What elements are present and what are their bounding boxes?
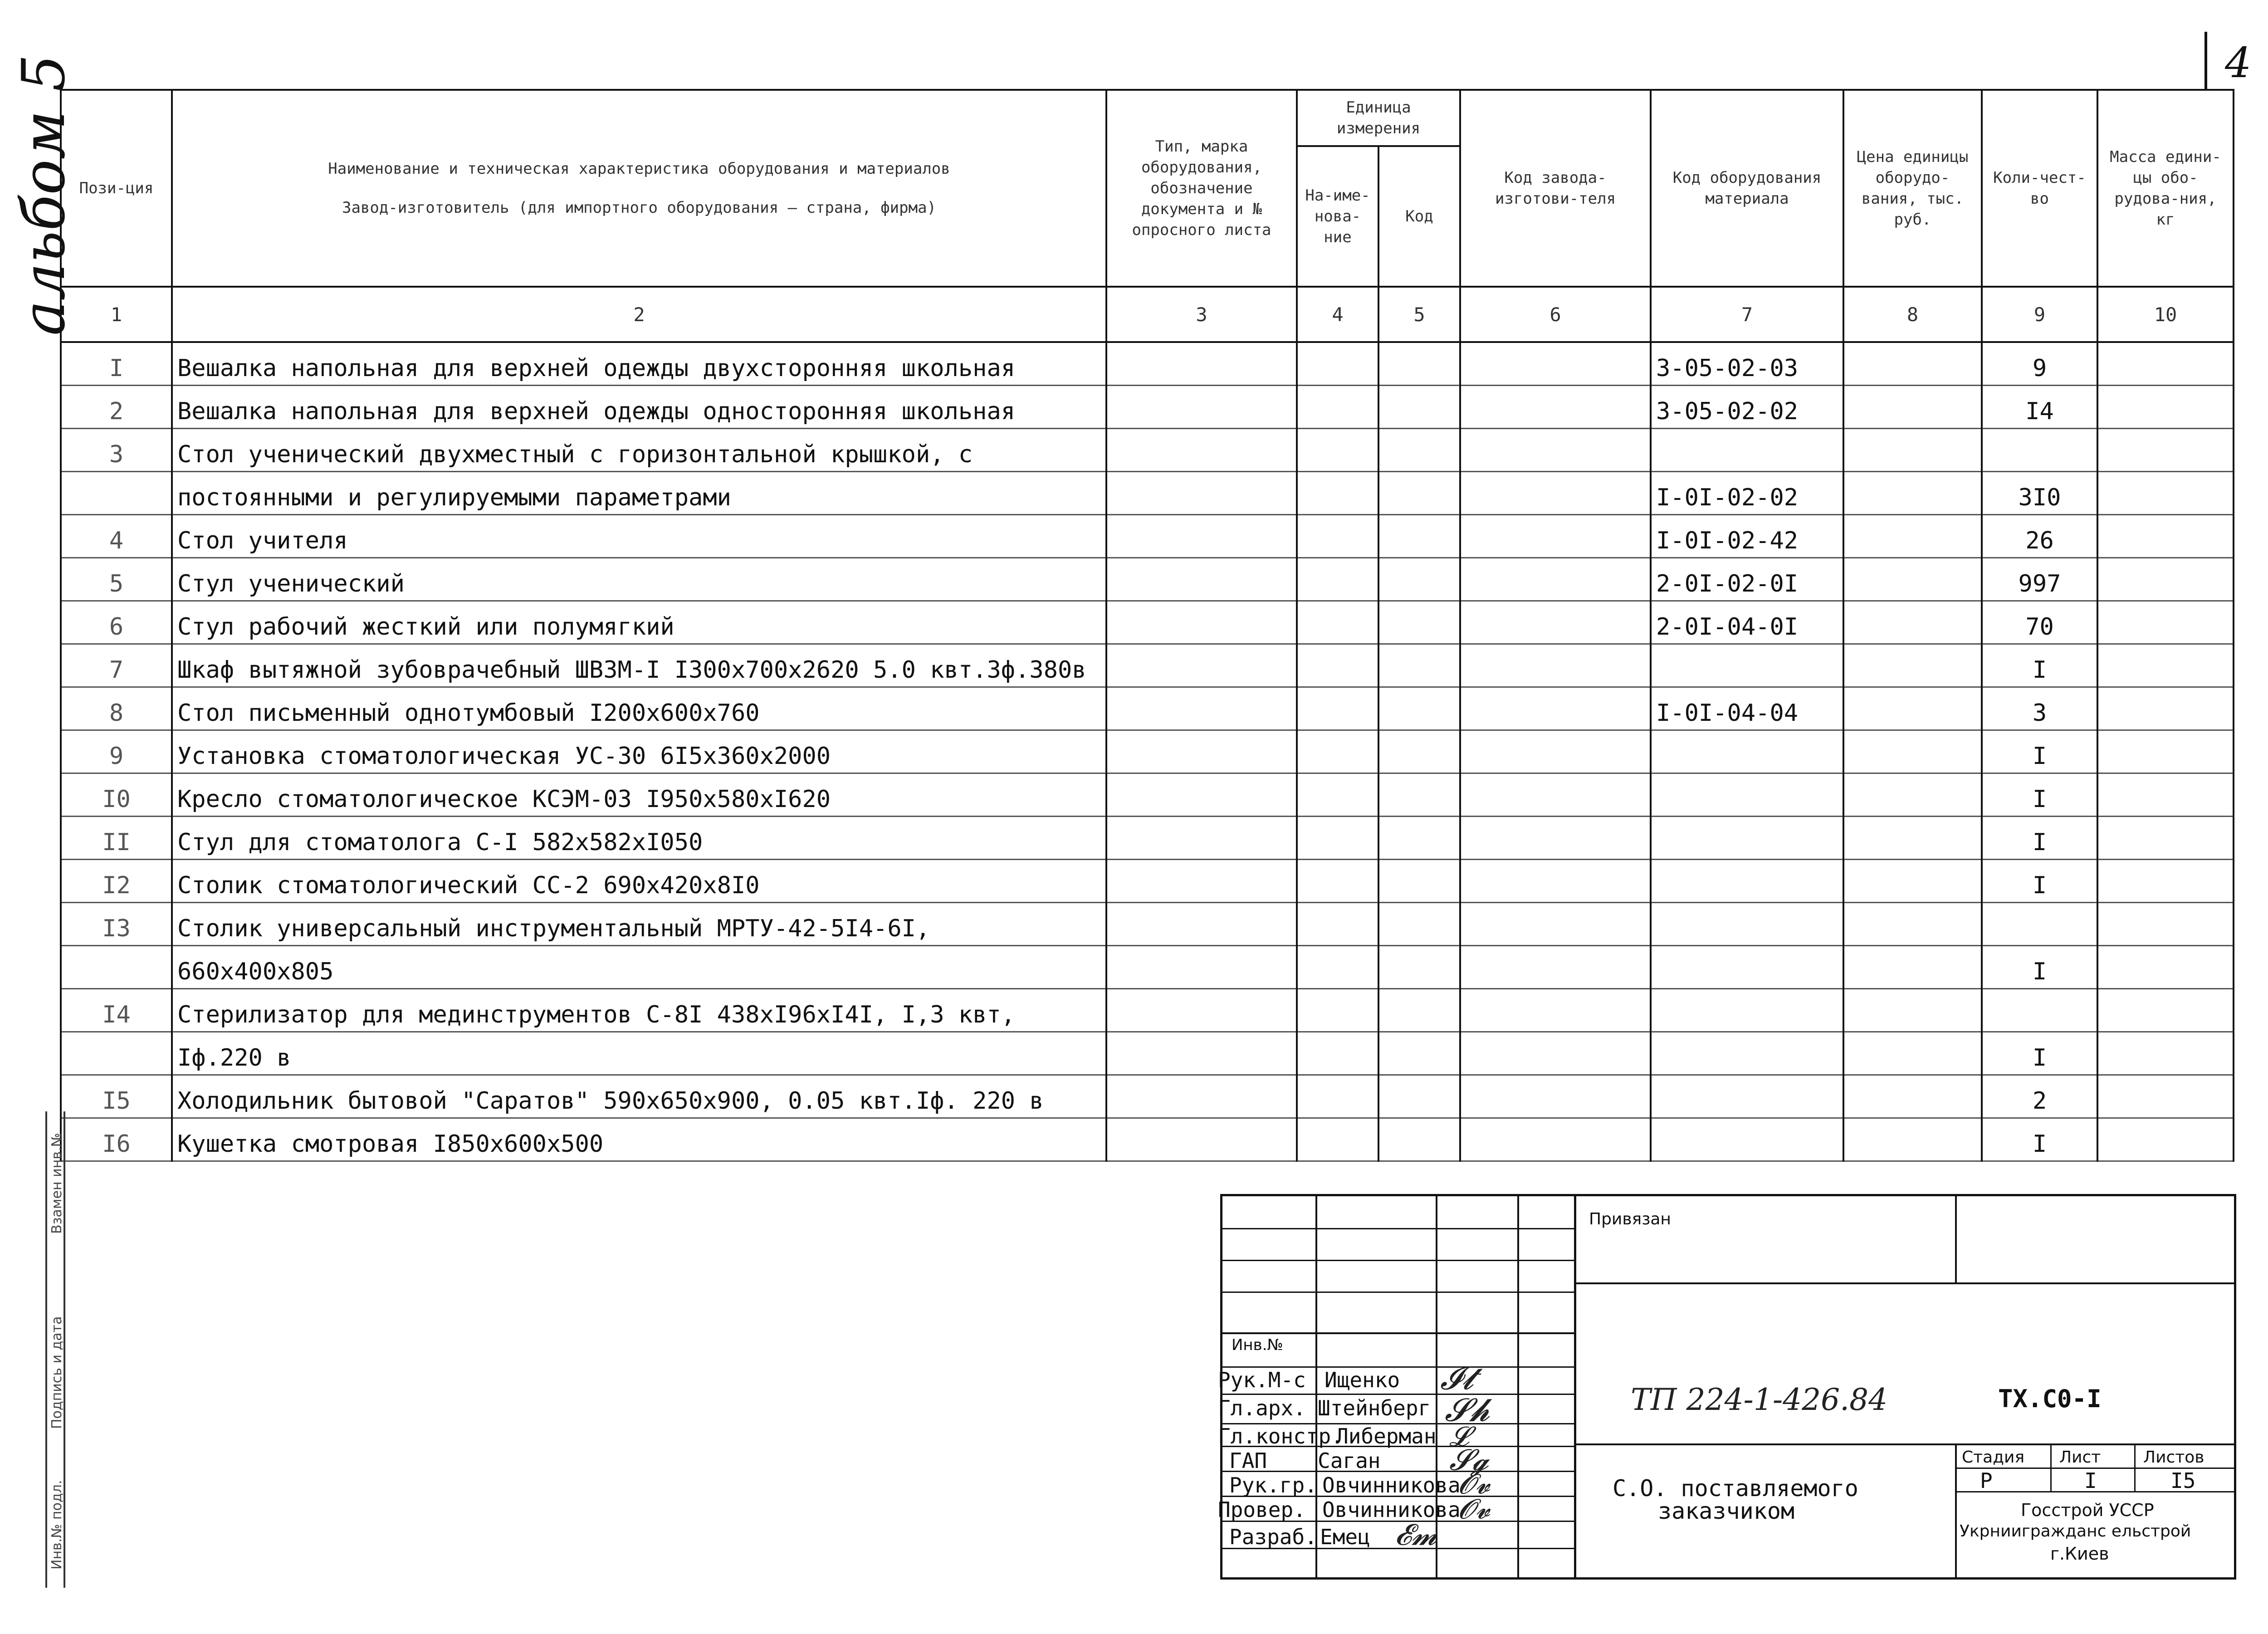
header-name-line2: Завод-изготовитель (для импортного оборудования – страна, фирма) [342,199,937,217]
table-row [61,687,2234,730]
org-line1: Госстрой УССР [2021,1500,2154,1520]
unit-code-cell [1378,903,1460,946]
signature-7: 𝓔𝓶 [1395,1518,1437,1552]
factory-code-cell [1460,989,1651,1032]
staff-name-4: Саган [1318,1448,1381,1473]
unit-code-cell [1378,601,1460,644]
page-number: 4 [2225,39,2252,87]
mass-cell [2097,429,2234,472]
table-row [61,1075,2234,1118]
quantity-cell: I [1982,730,2097,773]
unit-code-cell [1378,773,1460,817]
name-cell: Установка стоматологическая УС-30 6I5x360x2000 [172,730,1106,773]
unit-code-cell [1378,558,1460,601]
factory-code-cell [1460,472,1651,515]
unit-code-cell [1378,472,1460,515]
price-cell [1843,817,1982,860]
column-number-2: 2 [172,287,1106,342]
left-label-inv: Инв.№ подл. [49,1480,65,1570]
quantity-cell [1982,903,2097,946]
name-cell: Стул рабочий жесткий или полумягкий [172,601,1106,644]
name-cell: Кресло стоматологическое КСЭМ-03 I950x580xI620 [172,773,1106,817]
title-block [1220,1194,2236,1580]
position-cell [61,1032,172,1075]
position-cell: 2 [61,386,172,429]
signature-1: 𝓘𝓽 [1440,1360,1474,1397]
factory-code-cell [1460,429,1651,472]
type-cell [1106,1118,1297,1161]
price-cell [1843,1032,1982,1075]
doc-title-line2: заказчиком [1658,1498,1795,1524]
type-cell [1106,860,1297,903]
column-number-4: 4 [1297,287,1378,342]
equipment-code-cell [1651,730,1843,773]
unit-name-cell [1297,730,1378,773]
quantity-cell: 3 [1982,687,2097,730]
table-row [61,644,2234,687]
type-cell [1106,989,1297,1032]
position-cell: I2 [61,860,172,903]
equipment-code-cell [1651,429,1843,472]
name-cell: постоянными и регулируемыми параметрами [172,472,1106,515]
unit-code-cell [1378,1075,1460,1118]
position-cell: 3 [61,429,172,472]
table-row [61,472,2234,515]
factory-code-cell [1460,558,1651,601]
type-cell [1106,903,1297,946]
quantity-cell: I4 [1982,386,2097,429]
price-cell [1843,1075,1982,1118]
unit-name-cell [1297,601,1378,644]
equipment-code-cell [1651,860,1843,903]
name-cell: Стул для стоматолога С-I 582x582xI050 [172,817,1106,860]
price-cell [1843,860,1982,903]
quantity-cell: I [1982,946,2097,989]
mass-cell [2097,342,2234,386]
price-cell [1843,903,1982,946]
stage-label: Стадия [1962,1448,2025,1467]
equipment-code-cell: I-0I-02-42 [1651,515,1843,558]
price-cell [1843,342,1982,386]
factory-code-cell [1460,773,1651,817]
quantity-cell: 3I0 [1982,472,2097,515]
quantity-cell: 2 [1982,1075,2097,1118]
staff-role-3: Гл.констр. [1218,1424,1344,1448]
factory-code-cell [1460,903,1651,946]
unit-name-cell [1297,946,1378,989]
name-cell: Вешалка напольная для верхней одежды односторонняя школьная [172,386,1106,429]
equipment-code-cell [1651,1075,1843,1118]
staff-role-7: Разраб. [1229,1525,1317,1549]
column-number-3: 3 [1106,287,1297,342]
mass-cell [2097,903,2234,946]
equipment-code-cell [1651,903,1843,946]
factory-code-cell [1460,730,1651,773]
type-cell [1106,472,1297,515]
staff-name-2: Штейнберг [1318,1396,1431,1420]
equipment-code-cell [1651,644,1843,687]
name-cell: Стерилизатор для мединструментов С-8I 438xI96xI4I, I,3 квт, [172,989,1106,1032]
unit-code-cell [1378,644,1460,687]
header-mass: Масса едини-цы обо-рудова-ния, кг [2097,90,2234,287]
price-cell [1843,687,1982,730]
equipment-code-cell [1651,1118,1843,1161]
org-line2: Укрниигражданс ельстрой [1960,1522,2191,1541]
position-cell: 6 [61,601,172,644]
type-cell [1106,558,1297,601]
type-cell [1106,946,1297,989]
type-cell [1106,342,1297,386]
doc-title-line1: С.О. поставляемого [1613,1475,1858,1502]
price-cell [1843,515,1982,558]
mass-cell [2097,1075,2234,1118]
staff-role-1: Рук.М-с [1218,1368,1306,1392]
position-cell: I0 [61,773,172,817]
staff-name-3: Либерман [1336,1424,1437,1448]
mass-cell [2097,773,2234,817]
name-cell: Шкаф вытяжной зубоврачебный ШВЗМ-I I300x700x2620 5.0 квт.3ф.380в [172,644,1106,687]
unit-name-cell [1297,515,1378,558]
type-cell [1106,515,1297,558]
price-cell [1843,644,1982,687]
header-unit: Единица измерения [1297,90,1460,146]
price-cell [1843,558,1982,601]
name-cell: Кушетка смотровая I850x600x500 [172,1118,1106,1161]
position-cell [61,946,172,989]
table-body [61,342,2234,1161]
unit-code-cell [1378,687,1460,730]
equipment-code-cell [1651,1032,1843,1075]
unit-name-cell [1297,687,1378,730]
type-cell [1106,730,1297,773]
header-price: Цена единицы оборудо-вания, тыс. руб. [1843,90,1982,287]
column-number-10: 10 [2097,287,2234,342]
position-cell: I6 [61,1118,172,1161]
price-cell [1843,773,1982,817]
unit-code-cell [1378,946,1460,989]
price-cell [1843,472,1982,515]
signature-3: 𝓛 [1449,1421,1469,1453]
price-cell [1843,989,1982,1032]
table-row [61,946,2234,989]
column-number-8: 8 [1843,287,1982,342]
name-cell: Столик универсальный инструментальный МРТУ-42-5I4-6I, [172,903,1106,946]
table-row [61,1118,2234,1161]
unit-code-cell [1378,989,1460,1032]
mass-cell [2097,558,2234,601]
mass-cell [2097,515,2234,558]
table-row [61,817,2234,860]
unit-name-cell [1297,1075,1378,1118]
header-unit-code: Код [1378,146,1460,287]
equipment-code-cell: 2-0I-02-0I [1651,558,1843,601]
unit-name-cell [1297,644,1378,687]
quantity-cell: I [1982,860,2097,903]
table-row [61,989,2234,1032]
mass-cell [2097,1032,2234,1075]
type-cell [1106,429,1297,472]
signature-2: 𝓢𝓱 [1445,1391,1490,1429]
quantity-cell: 26 [1982,515,2097,558]
left-label-signature: Подпись и дата [49,1316,65,1429]
table-row [61,730,2234,773]
staff-name-1: Ищенко [1325,1368,1400,1392]
position-cell [61,472,172,515]
mass-cell [2097,472,2234,515]
unit-code-cell [1378,342,1460,386]
staff-name-7: Емец [1320,1525,1370,1549]
stage-value: Р [1980,1468,1993,1493]
name-cell: Стол учителя [172,515,1106,558]
mass-cell [2097,386,2234,429]
position-cell: 9 [61,730,172,773]
factory-code-cell [1460,601,1651,644]
inv-label: Инв.№ [1232,1336,1283,1354]
mass-cell [2097,644,2234,687]
price-cell [1843,429,1982,472]
position-cell: I3 [61,903,172,946]
header-name-line1: Наименование и техническая характеристика оборудования и материалов [328,160,950,178]
table-row [61,1032,2234,1075]
header-position: Пози-ция [61,90,172,287]
mass-cell [2097,687,2234,730]
equipment-code-cell [1651,989,1843,1032]
signature-5: 𝓞𝓿 [1458,1468,1491,1500]
mass-cell [2097,601,2234,644]
factory-code-cell [1460,817,1651,860]
unit-code-cell [1378,386,1460,429]
header-name [172,90,1106,287]
price-cell [1843,601,1982,644]
unit-name-cell [1297,558,1378,601]
unit-name-cell [1297,1032,1378,1075]
table-row [61,515,2234,558]
quantity-cell: I [1982,1032,2097,1075]
name-cell: Iф.220 в [172,1032,1106,1075]
position-cell: I [61,342,172,386]
type-cell [1106,386,1297,429]
factory-code-cell [1460,515,1651,558]
factory-code-cell [1460,1032,1651,1075]
staff-role-4: ГАП [1229,1448,1267,1473]
sheet-code: ТХ.С0-I [1998,1384,2102,1413]
unit-code-cell [1378,860,1460,903]
mass-cell [2097,817,2234,860]
mass-cell [2097,860,2234,903]
unit-code-cell [1378,1032,1460,1075]
factory-code-cell [1460,1118,1651,1161]
equipment-code-cell: 3-05-02-02 [1651,386,1843,429]
sheets-label: Листов [2143,1448,2204,1467]
unit-name-cell [1297,429,1378,472]
equipment-code-cell [1651,817,1843,860]
staff-role-2: Гл.арх. [1218,1396,1306,1420]
table-row [61,386,2234,429]
unit-name-cell [1297,989,1378,1032]
mass-cell [2097,946,2234,989]
sheet-value: I [2084,1468,2097,1493]
table-row [61,773,2234,817]
quantity-cell [1982,429,2097,472]
type-cell [1106,817,1297,860]
name-cell: 660x400x805 [172,946,1106,989]
unit-code-cell [1378,515,1460,558]
mass-cell [2097,1118,2234,1161]
column-number-7: 7 [1651,287,1843,342]
unit-code-cell [1378,1118,1460,1161]
quantity-cell: 997 [1982,558,2097,601]
name-cell: Столик стоматологический СС-2 690x420x8I0 [172,860,1106,903]
unit-name-cell [1297,817,1378,860]
name-cell: Вешалка напольная для верхней одежды двухсторонняя школьная [172,342,1106,386]
left-label-replaced: Взамен инв.№ [49,1133,65,1234]
unit-name-cell [1297,342,1378,386]
equipment-code-cell [1651,946,1843,989]
header-factory-code: Код завода-изготови-теля [1460,90,1651,287]
signature-6: 𝓞𝓿 [1458,1493,1491,1525]
type-cell [1106,1075,1297,1118]
name-cell: Стол письменный однотумбовый I200x600x760 [172,687,1106,730]
unit-name-cell [1297,903,1378,946]
equipment-code-cell: 2-0I-04-0I [1651,601,1843,644]
mass-cell [2097,730,2234,773]
unit-code-cell [1378,817,1460,860]
unit-name-cell [1297,860,1378,903]
header-quantity: Коли-чест-во [1982,90,2097,287]
type-cell [1106,687,1297,730]
position-cell: I5 [61,1075,172,1118]
staff-role-6: Провер. [1218,1497,1306,1522]
position-cell: 7 [61,644,172,687]
price-cell [1843,946,1982,989]
price-cell [1843,1118,1982,1161]
column-number-1: 1 [61,287,172,342]
column-number-5: 5 [1378,287,1460,342]
position-cell: I4 [61,989,172,1032]
unit-code-cell [1378,429,1460,472]
factory-code-cell [1460,342,1651,386]
quantity-cell [1982,989,2097,1032]
header-equipment-code: Код оборудования материала [1651,90,1843,287]
name-cell: Холодильник бытовой "Саратов" 590x650x900, 0.05 квт.Iф. 220 в [172,1075,1106,1118]
quantity-cell: I [1982,644,2097,687]
price-cell [1843,386,1982,429]
unit-name-cell [1297,472,1378,515]
signature-4: 𝓢𝓰 [1449,1443,1489,1477]
mass-cell [2097,989,2234,1032]
header-unit-name: На-име-нова-ние [1297,146,1378,287]
name-cell: Стул ученический [172,558,1106,601]
table-row [61,601,2234,644]
quantity-cell: 70 [1982,601,2097,644]
column-number-9: 9 [1982,287,2097,342]
unit-code-cell [1378,730,1460,773]
position-cell: 8 [61,687,172,730]
position-cell: 4 [61,515,172,558]
table-row [61,342,2234,386]
equipment-code-cell [1651,773,1843,817]
project-code: ТП 224-1-426.84 [1631,1382,1888,1417]
factory-code-cell [1460,386,1651,429]
name-cell: Стол ученический двухместный с горизонтальной крышкой, с [172,429,1106,472]
type-cell [1106,601,1297,644]
type-cell [1106,773,1297,817]
position-cell: 5 [61,558,172,601]
factory-code-cell [1460,687,1651,730]
unit-name-cell [1297,773,1378,817]
equipment-code-cell: I-0I-04-04 [1651,687,1843,730]
unit-name-cell [1297,1118,1378,1161]
album-label: альбом 5 [9,54,78,336]
price-cell [1843,730,1982,773]
staff-role-5: Рук.гр. [1229,1473,1317,1497]
type-cell [1106,644,1297,687]
equipment-code-cell: I-0I-02-02 [1651,472,1843,515]
staff-name-5: Овчинникова [1322,1473,1461,1497]
unit-name-cell [1297,386,1378,429]
equipment-code-cell: 3-05-02-03 [1651,342,1843,386]
sheet-label: Лист [2059,1448,2101,1467]
quantity-cell: I [1982,817,2097,860]
sheets-value: I5 [2170,1468,2196,1493]
table-row [61,903,2234,946]
staff-name-6: Овчинникова [1322,1497,1461,1522]
position-cell: II [61,817,172,860]
org-line3: г.Киев [2050,1544,2109,1564]
frame-tick [2204,32,2207,91]
table-row [61,429,2234,472]
specification-table [60,89,2234,1162]
type-cell [1106,1032,1297,1075]
column-number-6: 6 [1460,287,1651,342]
table-row [61,860,2234,903]
quantity-cell: I [1982,1118,2097,1161]
factory-code-cell [1460,644,1651,687]
header-type: Тип, марка оборудования, обозначение документа и № опросного листа [1106,90,1297,287]
factory-code-cell [1460,860,1651,903]
table-row [61,558,2234,601]
quantity-cell: 9 [1982,342,2097,386]
attached-label: Привязан [1589,1210,1671,1228]
factory-code-cell [1460,1075,1651,1118]
column-numbers-row [61,287,2234,342]
quantity-cell: I [1982,773,2097,817]
factory-code-cell [1460,946,1651,989]
